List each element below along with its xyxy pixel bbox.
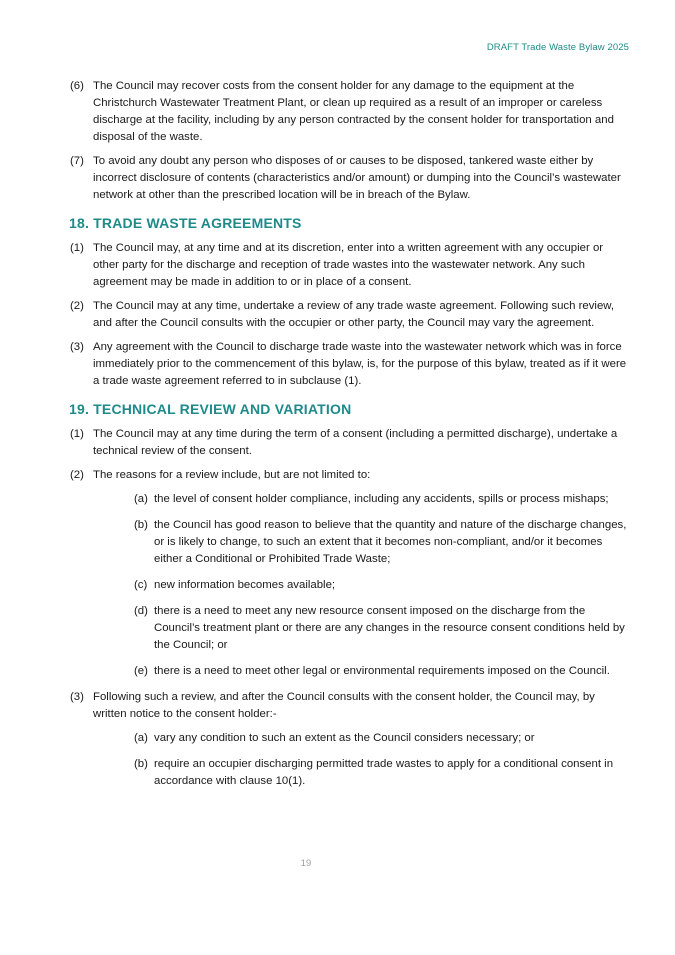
clause-item (0, 339, 675, 390)
clause-text: The Council may, at any time and at its discretion, enter into a written agreement with any occupier or other party for the discharge and reception of trade wastes into the wastewater network. Any such agreement may be made in addition to or in place of a consent. (93, 242, 604, 288)
clause-item (0, 153, 675, 204)
clause-text: The reasons for a review include, but are not limited to: (93, 469, 371, 481)
subclause-letter: (b) (134, 519, 148, 531)
subclause-text: require an occupier discharging permitted trade wastes to apply for a conditional consent in accordance with clause 10(1). (154, 758, 614, 787)
clause-number: (7) (70, 155, 84, 167)
clause-number: (3) (70, 691, 84, 703)
clause-text: To avoid any doubt any person who disposes of or causes to be disposed, tankered waste either by incorrect disclosure of contents (characteristics and/or amount) or dumping into the Council’s wastewater network at other than the prescribed location will be in breach of the Bylaw. (93, 155, 621, 201)
subclause-item (0, 730, 675, 747)
clause-item (0, 240, 675, 291)
page-body (0, 78, 675, 799)
subclause-item (0, 491, 675, 508)
subclause-letter: (b) (134, 758, 148, 770)
clause-number: (1) (70, 428, 84, 440)
clause-text: The Council may at any time during the term of a consent (including a permitted discharge), undertake a technical review of the consent. (93, 428, 618, 457)
clause-text: Any agreement with the Council to discharge trade waste into the wastewater network which was in force immediately prior to the commencement of this bylaw, is, for the purpose of this bylaw, treated as if it were a trade waste agreement referred to in subclause (1). (93, 341, 627, 387)
page-number: 19 (300, 858, 312, 869)
subclause-text: vary any condition to such an extent as the Council considers necessary; or (154, 732, 535, 744)
subclause-text: new information becomes available; (154, 579, 336, 591)
subclause-item (0, 517, 675, 568)
section-heading-19: 19. TECHNICAL REVIEW AND VARIATION (69, 401, 352, 417)
section-heading-18: 18. TRADE WASTE AGREEMENTS (69, 215, 302, 231)
subclause-item (0, 663, 675, 680)
subclause-item (0, 756, 675, 790)
subclause-letter: (d) (134, 605, 148, 617)
clause-item (0, 689, 675, 723)
subclause-item (0, 577, 675, 594)
subclause-letter: (a) (134, 493, 148, 505)
subclause-text: there is a need to meet other legal or environmental requirements imposed on the Council. (154, 665, 610, 677)
subclause-letter: (e) (134, 665, 148, 677)
subclause-text: there is a need to meet any new resource consent imposed on the discharge from the Council’s treatment plant or there are any changes in the resource consent conditions held by the Council; or (154, 605, 625, 651)
clause-item (0, 298, 675, 332)
clause-number: (1) (70, 242, 84, 254)
subclause-letter: (a) (134, 732, 148, 744)
clause-text: Following such a review, and after the Council consults with the consent holder, the Council may, by written notice to the consent holder:- (93, 691, 595, 720)
clause-number: (6) (70, 80, 84, 92)
clause-text: The Council may at any time, undertake a review of any trade waste agreement. Following such review, and after the Council consults with the occupier or other party, the Council may vary the agreement. (93, 300, 615, 329)
clause-number: (3) (70, 341, 84, 353)
document-header: DRAFT Trade Waste Bylaw 2025 (486, 42, 629, 53)
clause-number: (2) (70, 300, 84, 312)
clause-item (0, 426, 675, 460)
clause-number: (2) (70, 469, 84, 481)
subclause-text: the level of consent holder compliance, including any accidents, spills or process mishaps; (154, 493, 609, 505)
clause-item (0, 467, 675, 484)
clause-text: The Council may recover costs from the consent holder for any damage to the equipment at the Christchurch Wastewater Treatment Plant, or clean up required as a result of an improper or careless discharge at the facility, including by any person contracted by the consent holder for transportation and disposal of the waste. (93, 80, 614, 143)
subclause-letter: (c) (134, 579, 148, 591)
subclause-text: the Council has good reason to believe that the quantity and nature of the discharge changes, or is likely to change, to such an extent that it becomes non-compliant, and/or it becomes either a Conditional or Prohibited Trade Waste; (154, 519, 627, 565)
subclause-item (0, 603, 675, 654)
clause-item (0, 78, 675, 146)
